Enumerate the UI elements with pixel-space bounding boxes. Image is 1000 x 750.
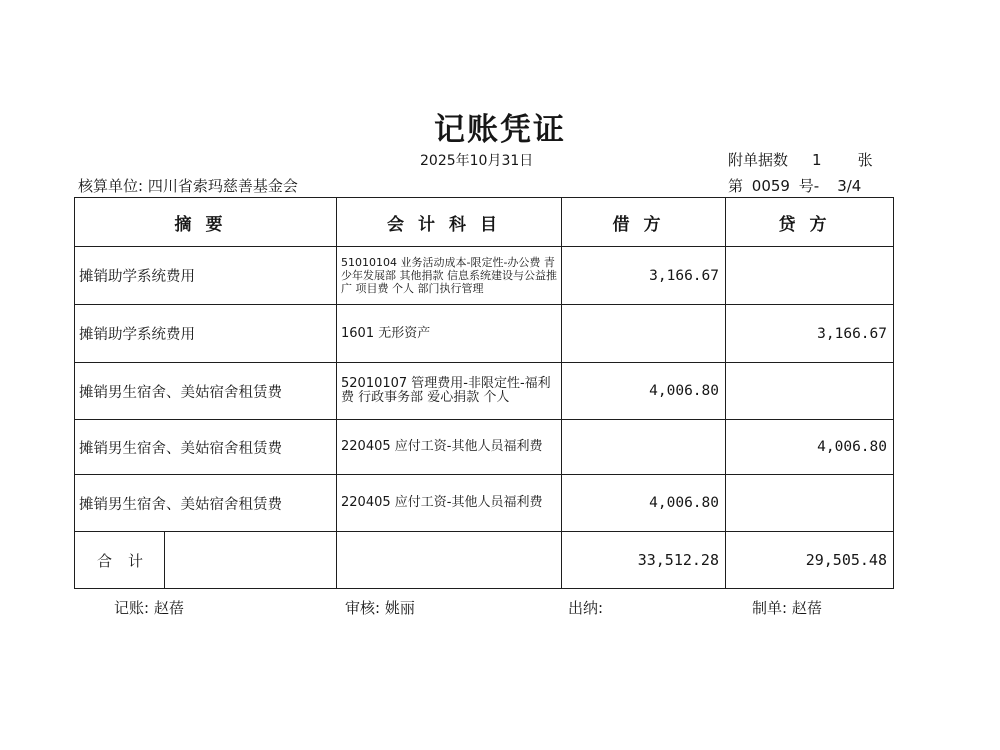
- attachment-label: 附单据数: [728, 151, 789, 169]
- row-debit: [562, 420, 726, 475]
- total-label: 合计: [75, 532, 165, 589]
- reviewer-signature: [345, 597, 415, 618]
- row-credit: 4,006.80: [726, 420, 894, 475]
- cashier-label: 出纳:: [568, 599, 604, 617]
- attachment-count: [728, 149, 873, 170]
- header-account: 会计科目: [337, 198, 562, 247]
- row-account: 220405 应付工资-其他人员福利费: [337, 420, 562, 475]
- row-summary: 摊销助学系统费用: [75, 247, 337, 305]
- row-credit: [726, 363, 894, 420]
- reviewer-label: 审核:: [345, 599, 381, 617]
- bookkeeper-name: 赵蓓: [153, 599, 184, 617]
- table-total-row: [75, 532, 894, 589]
- row-account: 220405 应付工资-其他人员福利费: [337, 475, 562, 532]
- table-row: [75, 305, 894, 363]
- row-summary: 摊销男生宿舍、美姑宿舍租赁费: [75, 363, 337, 420]
- preparer-signature: [752, 597, 822, 618]
- voucher-title: 记账凭证: [434, 112, 566, 148]
- cashier-signature: [568, 597, 603, 618]
- total-blank-summary: [165, 532, 337, 589]
- voucher-table: [74, 197, 894, 589]
- bookkeeper-signature: [114, 597, 184, 618]
- table-row: [75, 363, 894, 420]
- accounting-unit-label: 核算单位:: [78, 177, 144, 195]
- voucher-prefix: 第: [728, 177, 744, 195]
- attachment-number: 1: [812, 151, 822, 169]
- bookkeeper-label: 记账:: [114, 599, 150, 617]
- table-header-row: [75, 198, 894, 247]
- row-account: 1601 无形资产: [337, 305, 562, 363]
- total-blank-account: [337, 532, 562, 589]
- header-debit: 借方: [562, 198, 726, 247]
- row-summary: 摊销助学系统费用: [75, 305, 337, 363]
- voucher-number: [728, 175, 865, 196]
- total-debit: 33,512.28: [562, 532, 726, 589]
- preparer-name: 赵蓓: [791, 599, 822, 617]
- row-debit: 4,006.80: [562, 363, 726, 420]
- table-row: [75, 247, 894, 305]
- row-account: 52010107 管理费用-非限定性-福利费 行政事务部 爱心捐款 个人: [337, 363, 562, 420]
- row-summary: 摊销男生宿舍、美姑宿舍租赁费: [75, 420, 337, 475]
- attachment-unit: 张: [857, 151, 873, 169]
- header-summary: 摘要: [75, 198, 337, 247]
- total-credit: 29,505.48: [726, 532, 894, 589]
- table-row: [75, 475, 894, 532]
- voucher-date: 2025年10月31日: [420, 153, 534, 169]
- row-credit: 3,166.67: [726, 305, 894, 363]
- preparer-label: 制单:: [752, 599, 788, 617]
- row-summary: 摊销男生宿舍、美姑宿舍租赁费: [75, 475, 337, 532]
- row-credit: [726, 475, 894, 532]
- row-account: 51010104 业务活动成本-限定性-办公费 青少年发展部 其他捐款 信息系统建设与公益推广 项目费 个人 部门执行管理: [337, 247, 562, 305]
- reviewer-name: 姚丽: [384, 599, 415, 617]
- header-credit: 贷方: [726, 198, 894, 247]
- row-debit: 3,166.67: [562, 247, 726, 305]
- accounting-unit-name: 四川省索玛慈善基金会: [147, 177, 298, 195]
- row-debit: 4,006.80: [562, 475, 726, 532]
- voucher-number-value: 0059: [751, 177, 790, 195]
- row-credit: [726, 247, 894, 305]
- accounting-unit: [78, 175, 298, 196]
- table-row: [75, 420, 894, 475]
- row-debit: [562, 305, 726, 363]
- voucher-suffix: 号-: [798, 177, 820, 195]
- voucher-page: 3/4: [837, 177, 862, 195]
